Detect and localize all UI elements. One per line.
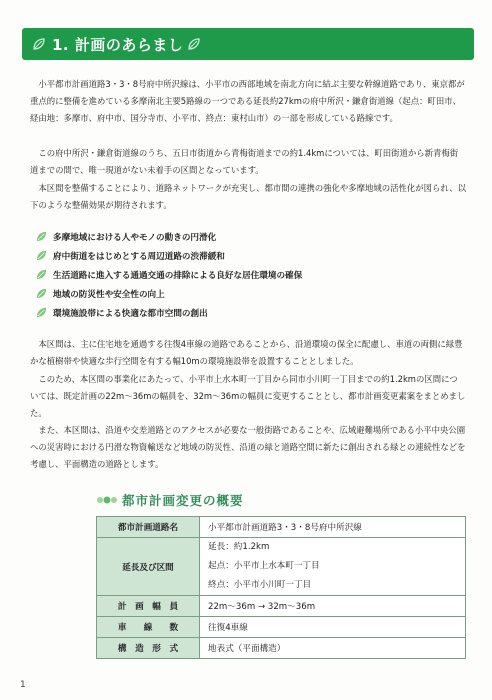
section-header [22, 28, 474, 60]
leaf-bullet-icon [36, 269, 47, 280]
row-label: 延長及び区間 [97, 538, 200, 596]
table-row [97, 617, 466, 638]
table-row [97, 538, 466, 596]
section-start: 起点：小平市上水本町一丁目 [208, 561, 320, 571]
effect-text: 環境施設帯による快適な都市空間の創出 [53, 308, 208, 319]
effect-item [36, 284, 466, 303]
table-row [97, 638, 466, 659]
detail-paragraph-1: 本区間は、主に住宅地を通過する往復4車線の道路であることから、沿道環境の保全に配慮し、車道の両側に緑豊かな植樹帯や快適な歩行空間を有する幅10mの環境施設帯を設置することとしました。 [30, 339, 463, 366]
leaf-bullet-icon [36, 231, 47, 242]
section-title: 1. 計画のあらまし [52, 35, 184, 54]
table-row [97, 596, 466, 617]
row-value: 往復4車線 [200, 617, 466, 638]
row-value: 小平都市計画道路3・3・8号府中所沢線 [200, 517, 466, 538]
row-label: 構 造 形 式 [97, 638, 200, 659]
detail-paragraph-3: また、本区間は、沿道や交差道路とのアクセスが必要な一般街路であることや、広域避難場所である小平中央公園への災害時における円滑な物資輸送など地域の防災性、沿道の緑と道路空間に新たに創出される緑との連続性などを考慮し、平面構造の道路とします。 [30, 425, 466, 469]
section-length: 延長：約1.2km [208, 542, 270, 552]
row-value [200, 538, 466, 596]
effects-list [36, 227, 466, 322]
effect-item [36, 246, 466, 265]
section-end: 終点：小平市小川町一丁目 [208, 580, 312, 590]
dots-icon [96, 493, 118, 507]
effect-text: 多摩地域における人やモノの動きの円滑化 [53, 232, 217, 243]
intro-paragraph-3: 本区間を整備することにより、道路ネットワークが充実し、都市間の連携の強化や多摩地域の活性化が図られ、以下のような整備効果が期待されます。 [30, 183, 467, 210]
effect-item [36, 303, 466, 322]
leaf-bullet-icon [36, 288, 47, 299]
summary-heading [96, 490, 244, 510]
page-number: 1 [20, 680, 26, 690]
intro-paragraph-1: 小平都市計画道路3・3・8号府中所沢線は、小平市の西部地域を南北方向に結ぶ主要な幹線道路であり、東京都が重点的に整備を進めている多摩南北主要5路線の一つである延長約27kmの府中所沢・鎌倉街道線（起点：町田市、経由地：多摩市、府中市、国分寺市、小平市、終点：東村山市）の一部を形成している路線です。 [30, 79, 465, 123]
leaf-icon [32, 37, 46, 51]
leaf-icon [187, 37, 201, 51]
row-label: 都市計画道路名 [97, 517, 200, 538]
leaf-bullet-icon [36, 250, 47, 261]
detail-paragraph-2: このため、本区間の事業化にあたって、小平市上水本町一丁目から同市小川町一丁目までの約1.2kmの区間については、既定計画の22m～36mの幅員を、32m～36mの幅員に変更することとし、都市計画変更素案をまとめました。 [30, 374, 466, 418]
summary-title: 都市計画変更の概要 [122, 493, 244, 508]
row-label: 計 画 幅 員 [97, 596, 200, 617]
intro-paragraph-2: この府中所沢・鎌倉街道線のうち、五日市街道から青梅街道までの約1.4kmについては、町田街道から新青梅街道までの間で、唯一現道がない未着手の区間となっています。 [30, 148, 459, 175]
summary-table [96, 516, 466, 659]
row-value: 地表式（平面構造） [200, 638, 466, 659]
effect-item [36, 265, 466, 284]
effect-text: 府中街道をはじめとする周辺道路の渋滞緩和 [53, 251, 225, 262]
effect-item [36, 227, 466, 246]
row-value: 22m～36m → 32m～36m [200, 596, 466, 617]
leaf-bullet-icon [36, 307, 47, 318]
effect-text: 地域の防災性や安全性の向上 [53, 289, 165, 300]
row-label: 車 線 数 [97, 617, 200, 638]
table-row [97, 517, 466, 538]
effect-text: 生活道路に進入する通過交通の排除による良好な居住環境の確保 [53, 270, 303, 281]
